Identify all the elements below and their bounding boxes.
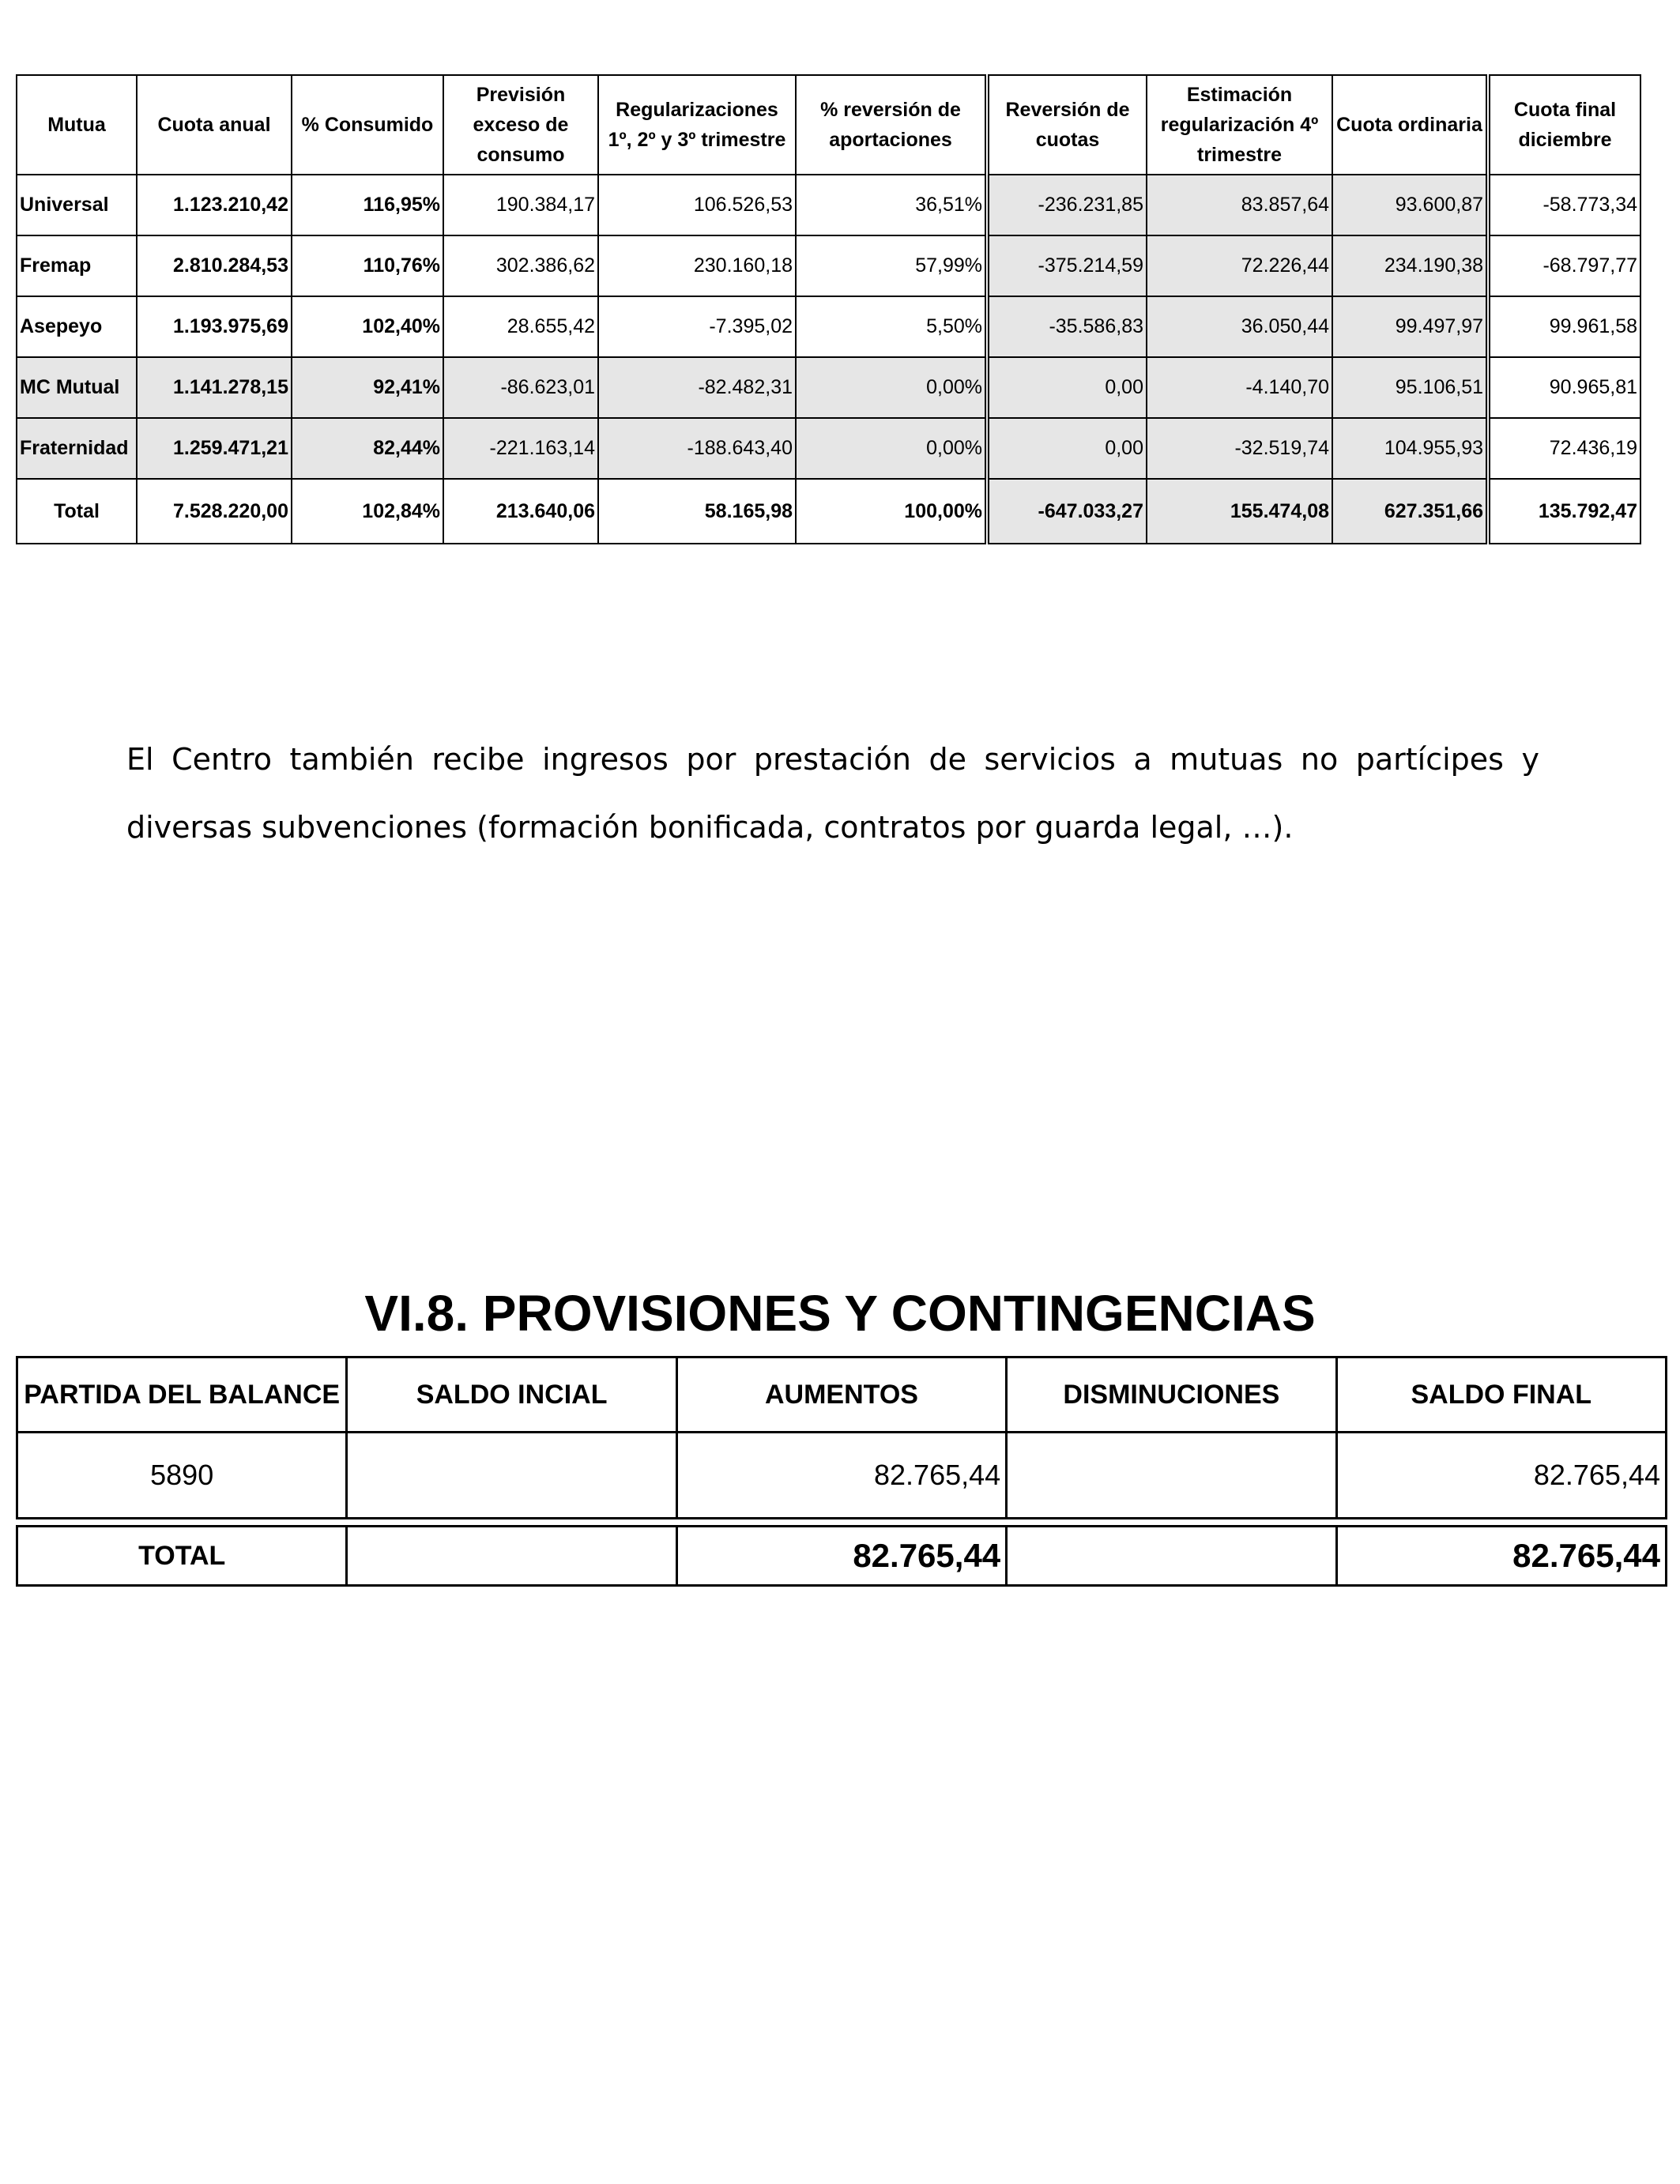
cell-estimacion: -32.519,74: [1147, 418, 1332, 479]
cell-final: -68.797,77: [1488, 235, 1640, 296]
body-paragraph: El Centro también recibe ingresos por prestación de servicios a mutuas no partícipes y diversas subvenciones (formación bonificada, contratos por guarda legal, …).: [126, 742, 1539, 845]
cell-mutua: Asepeyo: [17, 296, 137, 357]
table-row: [17, 1433, 1667, 1519]
cell-regularizaciones: -188.643,40: [598, 418, 796, 479]
header-prevision: Previsión exceso de consumo: [443, 75, 598, 175]
cell-total-label: TOTAL: [17, 1527, 347, 1586]
cell-cuota-anual: 1.123.210,42: [137, 175, 292, 235]
cell-aumentos: 82.765,44: [676, 1433, 1006, 1519]
header-pct-reversion: % reversión de aportaciones: [796, 75, 987, 175]
cell-total-final: 135.792,47: [1488, 479, 1640, 544]
cell-saldo-inicial: [347, 1433, 676, 1519]
cell-reversion: -236.231,85: [987, 175, 1147, 235]
cell-regularizaciones: -82.482,31: [598, 357, 796, 418]
cell-total-saldo-final: 82.765,44: [1336, 1527, 1666, 1586]
cell-pct-reversion: 0,00%: [796, 357, 987, 418]
cell-cuota-anual: 1.141.278,15: [137, 357, 292, 418]
section-title: VI.8. PROVISIONES Y CONTINGENCIAS: [364, 1285, 1316, 1342]
cell-prevision: -86.623,01: [443, 357, 598, 418]
header-regularizaciones: Regularizaciones 1º, 2º y 3º trimestre: [598, 75, 796, 175]
cell-total-cuota-anual: 7.528.220,00: [137, 479, 292, 544]
cell-ordinaria: 93.600,87: [1332, 175, 1488, 235]
header-mutua: Mutua: [17, 75, 137, 175]
cell-consumido: 102,40%: [292, 296, 443, 357]
total-row: [17, 479, 1640, 544]
cell-mutua: MC Mutual: [17, 357, 137, 418]
cell-final: -58.773,34: [1488, 175, 1640, 235]
cell-total-consumido: 102,84%: [292, 479, 443, 544]
header-final: Cuota final diciembre: [1488, 75, 1640, 175]
table-row: [17, 357, 1640, 418]
total-row: [17, 1527, 1667, 1586]
cell-total-aumentos: 82.765,44: [676, 1527, 1006, 1586]
provisiones-header-row: [17, 1357, 1667, 1433]
cell-mutua: Universal: [17, 175, 137, 235]
cell-total-label: Total: [17, 479, 137, 544]
cell-mutua: Fremap: [17, 235, 137, 296]
provisiones-total-table: [16, 1525, 1667, 1587]
cell-cuota-anual: 1.259.471,21: [137, 418, 292, 479]
table-row: [17, 296, 1640, 357]
cell-pct-reversion: 0,00%: [796, 418, 987, 479]
cell-disminuciones: [1007, 1433, 1336, 1519]
cell-pct-reversion: 36,51%: [796, 175, 987, 235]
cell-pct-reversion: 5,50%: [796, 296, 987, 357]
provisiones-table: [16, 1356, 1667, 1519]
cell-partida: 5890: [17, 1433, 347, 1519]
cell-ordinaria: 95.106,51: [1332, 357, 1488, 418]
table-row: [17, 175, 1640, 235]
mutuas-header-row: [17, 75, 1640, 175]
cell-total-disminuciones: [1007, 1527, 1336, 1586]
header-aumentos: AUMENTOS: [676, 1357, 1006, 1433]
cell-prevision: 28.655,42: [443, 296, 598, 357]
cell-reversion: -375.214,59: [987, 235, 1147, 296]
cell-total-estimacion: 155.474,08: [1147, 479, 1332, 544]
mutuas-table: [16, 74, 1641, 544]
cell-ordinaria: 104.955,93: [1332, 418, 1488, 479]
cell-regularizaciones: 106.526,53: [598, 175, 796, 235]
header-cuota-anual: Cuota anual: [137, 75, 292, 175]
cell-total-ordinaria: 627.351,66: [1332, 479, 1488, 544]
cell-reversion: 0,00: [987, 418, 1147, 479]
cell-total-prevision: 213.640,06: [443, 479, 598, 544]
cell-prevision: 302.386,62: [443, 235, 598, 296]
cell-total-saldo-inicial: [347, 1527, 676, 1586]
table-row: [17, 418, 1640, 479]
cell-cuota-anual: 2.810.284,53: [137, 235, 292, 296]
cell-estimacion: 83.857,64: [1147, 175, 1332, 235]
cell-final: 72.436,19: [1488, 418, 1640, 479]
cell-final: 99.961,58: [1488, 296, 1640, 357]
header-ordinaria: Cuota ordinaria: [1332, 75, 1488, 175]
cell-prevision: 190.384,17: [443, 175, 598, 235]
cell-total-regularizaciones: 58.165,98: [598, 479, 796, 544]
header-reversion: Reversión de cuotas: [987, 75, 1147, 175]
header-saldo-final: SALDO FINAL: [1336, 1357, 1666, 1433]
cell-pct-reversion: 57,99%: [796, 235, 987, 296]
table-row: [17, 235, 1640, 296]
cell-cuota-anual: 1.193.975,69: [137, 296, 292, 357]
cell-total-pct-reversion: 100,00%: [796, 479, 987, 544]
cell-consumido: 116,95%: [292, 175, 443, 235]
cell-regularizaciones: -7.395,02: [598, 296, 796, 357]
cell-estimacion: 72.226,44: [1147, 235, 1332, 296]
cell-final: 90.965,81: [1488, 357, 1640, 418]
cell-estimacion: 36.050,44: [1147, 296, 1332, 357]
cell-reversion: -35.586,83: [987, 296, 1147, 357]
cell-reversion: 0,00: [987, 357, 1147, 418]
cell-consumido: 110,76%: [292, 235, 443, 296]
header-estimacion: Estimación regularización 4º trimestre: [1147, 75, 1332, 175]
cell-consumido: 92,41%: [292, 357, 443, 418]
cell-consumido: 82,44%: [292, 418, 443, 479]
cell-estimacion: -4.140,70: [1147, 357, 1332, 418]
cell-mutua: Fraternidad: [17, 418, 137, 479]
cell-ordinaria: 99.497,97: [1332, 296, 1488, 357]
cell-regularizaciones: 230.160,18: [598, 235, 796, 296]
cell-prevision: -221.163,14: [443, 418, 598, 479]
cell-total-reversion: -647.033,27: [987, 479, 1147, 544]
cell-ordinaria: 234.190,38: [1332, 235, 1488, 296]
header-consumido: % Consumido: [292, 75, 443, 175]
header-disminuciones: DISMINUCIONES: [1007, 1357, 1336, 1433]
cell-saldo-final: 82.765,44: [1336, 1433, 1666, 1519]
header-partida: PARTIDA DEL BALANCE: [17, 1357, 347, 1433]
header-saldo-inicial: SALDO INCIAL: [347, 1357, 676, 1433]
